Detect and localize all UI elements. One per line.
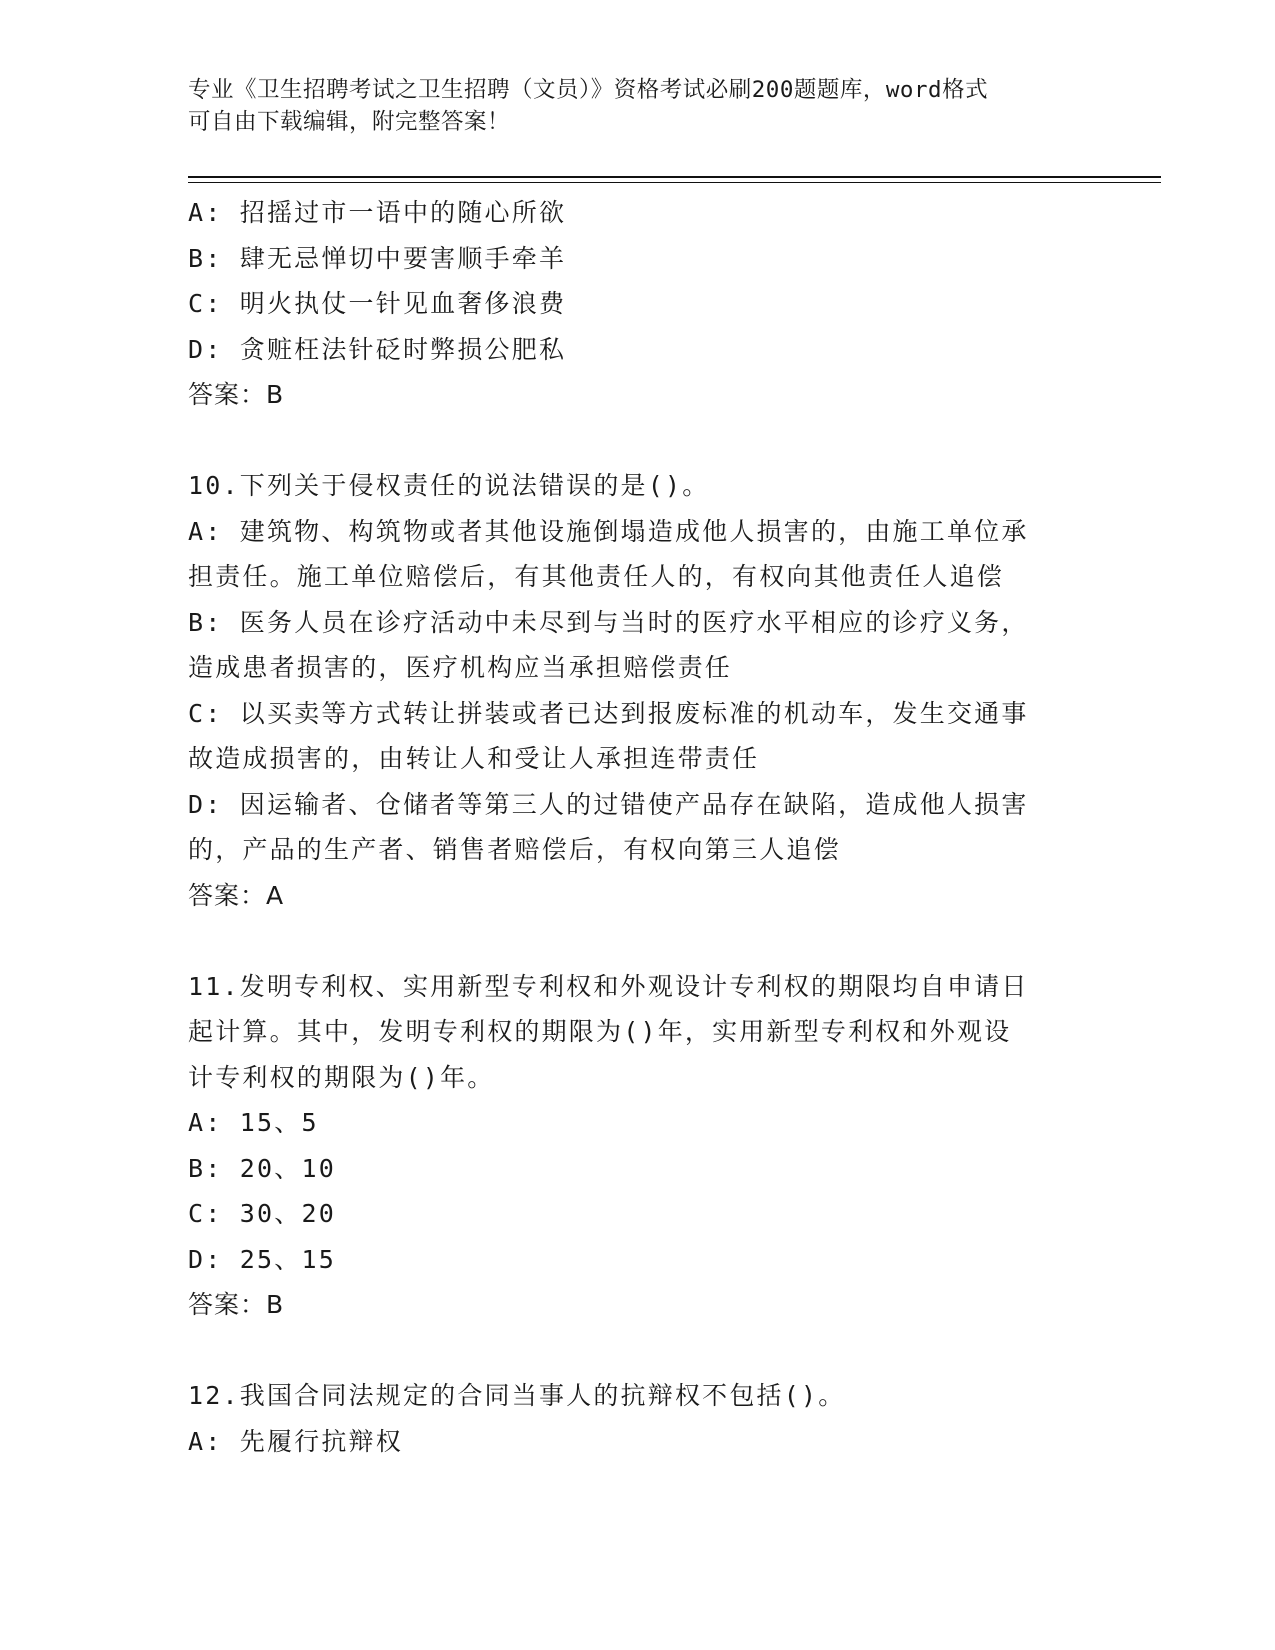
question-11-stem-line-2: 起计算。其中，发明专利权的期限为()年，实用新型专利权和外观设 bbox=[188, 1017, 1012, 1046]
spacer bbox=[188, 918, 1088, 964]
option-a: A: 15、5 bbox=[188, 1108, 319, 1137]
option-c-line-1: C: 以买卖等方式转让拼装或者已达到报废标准的机动车，发生交通事 bbox=[188, 698, 1029, 728]
option-b: B: 20、10 bbox=[188, 1153, 336, 1183]
question-10-answer: 答案：A bbox=[188, 880, 285, 910]
question-9-answer: 答案：B bbox=[188, 380, 285, 409]
header-line-1: 专业《卫生招聘考试之卫生招聘（文员）》资格考试必刷200题题库，word格式 bbox=[188, 77, 989, 103]
option-d: D: 25、15 bbox=[188, 1244, 336, 1274]
question-content bbox=[188, 190, 1088, 1464]
option-d-line-1: D: 因运输者、仓储者等第三人的过错使产品存在缺陷，造成他人损害 bbox=[188, 789, 1029, 819]
header-rule-thick bbox=[188, 176, 1161, 178]
option-d-line-2: 的，产品的生产者、销售者赔偿后，有权向第三人追偿 bbox=[188, 835, 841, 864]
option-b-line-2: 造成患者损害的，医疗机构应当承担赔偿责任 bbox=[188, 653, 733, 682]
question-9-options bbox=[188, 190, 1088, 372]
option-c: C: 30、20 bbox=[188, 1199, 336, 1228]
spacer bbox=[188, 1328, 1088, 1374]
header-line-2: 可自由下载编辑，附完整答案！ bbox=[188, 109, 511, 135]
question-10 bbox=[188, 463, 1088, 918]
question-12 bbox=[188, 1373, 1088, 1464]
question-11-stem-line-1: 11.发明专利权、实用新型专利权和外观设计专利权的期限均自申请日 bbox=[188, 971, 1029, 1001]
document-header bbox=[188, 74, 1088, 138]
option-a: A: 招摇过市一语中的随心所欲 bbox=[188, 198, 567, 227]
option-d: D: 贪赃枉法针砭时弊损公肥私 bbox=[188, 334, 567, 364]
question-11 bbox=[188, 964, 1088, 1328]
option-c: C: 明火执仗一针见血奢侈浪费 bbox=[188, 289, 567, 318]
option-a-line-2: 担责任。施工单位赔偿后，有其他责任人的，有权向其他责任人追偿 bbox=[188, 562, 1005, 591]
question-12-stem: 12.我国合同法规定的合同当事人的抗辩权不包括()。 bbox=[188, 1381, 846, 1410]
option-c-line-2: 故造成损害的，由转让人和受让人承担连带责任 bbox=[188, 744, 760, 773]
option-b-line-1: B: 医务人员在诊疗活动中未尽到与当时的医疗水平相应的诊疗义务， bbox=[188, 607, 1029, 637]
question-11-stem-line-3: 计专利权的期限为()年。 bbox=[188, 1062, 495, 1092]
option-a: A: 先履行抗辩权 bbox=[188, 1426, 403, 1456]
header-rule-thin bbox=[188, 182, 1161, 183]
option-a-line-1: A: 建筑物、构筑物或者其他设施倒塌造成他人损害的，由施工单位承 bbox=[188, 516, 1029, 546]
question-10-stem: 10.下列关于侵权责任的说法错误的是()。 bbox=[188, 471, 710, 500]
spacer bbox=[188, 418, 1088, 464]
option-b: B: 肆无忌惮切中要害顺手牵羊 bbox=[188, 243, 567, 273]
question-11-answer: 答案：B bbox=[188, 1290, 285, 1319]
